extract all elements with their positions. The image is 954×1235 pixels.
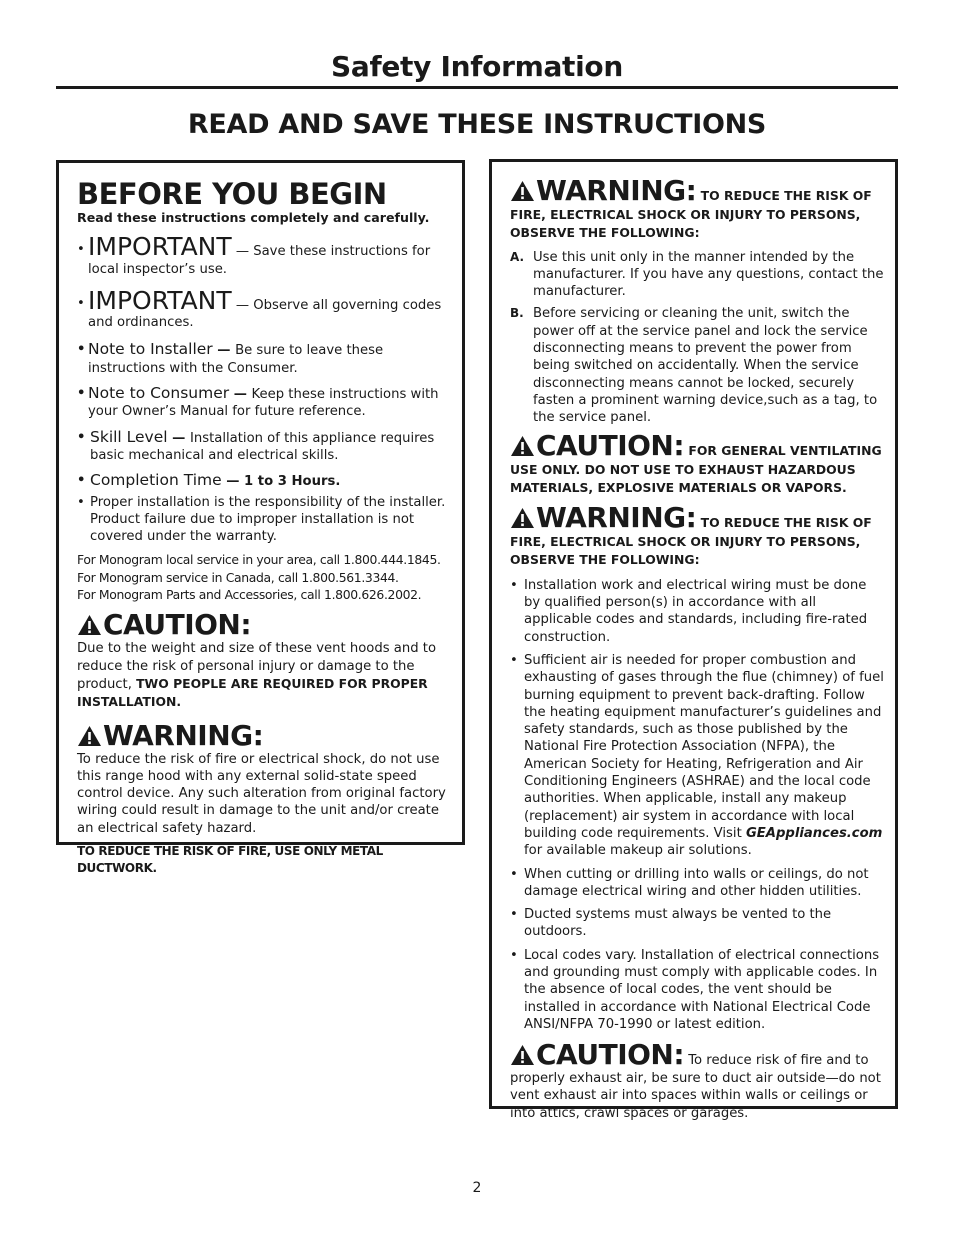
bullet-marker: •: [77, 242, 85, 258]
intro-text: Read these instructions completely and carefully.: [77, 210, 430, 225]
skill-level-text: Installation of this appliance requires basic mechanical and electrical skills.: [90, 430, 435, 463]
bullet-marker: •: [510, 652, 518, 668]
warning-triangle-icon: [510, 507, 535, 529]
caution-text: Due to the weight and size of these vent hoods and to reduce the risk of personal injury or damage to the product,: [77, 641, 437, 692]
warning-triangle-icon: [77, 725, 102, 747]
note-to-consumer-item: [77, 385, 448, 421]
list-item: [510, 577, 885, 646]
caution-label: CAUTION:: [536, 428, 685, 462]
caution-heading: [510, 1038, 684, 1071]
warning-triangle-icon: [510, 1044, 535, 1066]
bullet-marker: •: [77, 386, 86, 402]
note-to-consumer-label: Note to Consumer: [88, 384, 230, 403]
skill-level-item: [77, 429, 448, 465]
warning-heading: [510, 501, 696, 534]
warnings-panel: [489, 159, 898, 1121]
instruction-item-a: [510, 249, 885, 301]
caution-text: To reduce risk of fire and to properly exhaust air, be sure to duct air outside—do not vent exhaust air into spaces within walls or ceilings or into attics, crawl spaces or garages.: [510, 1053, 881, 1121]
proper-installation-text: Proper installation is the responsibility of the installer. Product failure due to improper installation is not covered under the warranty.: [90, 494, 446, 545]
bullet-marker: •: [77, 342, 86, 358]
list-item-text: Ducted systems must always be vented to the outdoors.: [524, 907, 832, 940]
important-text: — Observe all governing codes and ordinances.: [88, 297, 442, 331]
before-you-begin-heading: BEFORE YOU BEGIN: [77, 177, 387, 211]
note-to-installer-item: [77, 341, 448, 377]
bullet-marker: •: [77, 429, 86, 445]
caution-block-2: [510, 1040, 885, 1122]
ge-appliances-link[interactable]: GEAppliances.com: [745, 825, 883, 841]
warning-text: TO REDUCE THE RISK OF FIRE, ELECTRICAL SHOCK OR INJURY TO PERSONS, OBSERVE THE FOLLOWING:: [510, 188, 872, 241]
list-item: [510, 947, 885, 1033]
list-item: [510, 652, 885, 860]
list-item-text: Installation work and electrical wiring must be done by qualified person(s) in accordance with all applicable codes and standards, including fire-rated construction.: [524, 577, 868, 645]
important-label: IMPORTANT: [88, 285, 232, 315]
important-item-2: [77, 285, 448, 332]
warning-heading: [510, 174, 696, 207]
note-to-installer-label: Note to Installer: [88, 340, 213, 359]
bullet-marker: •: [510, 947, 518, 963]
metal-ductwork-notice: TO REDUCE THE RISK OF FIRE, USE ONLY METAL DUCTWORK.: [77, 844, 383, 876]
caution-bold-text: TWO PEOPLE ARE REQUIRED FOR PROPER INSTALLATION.: [77, 675, 428, 710]
warning-text: To reduce the risk of fire or electrical shock, do not use this range hood with any external solid-state speed control device. Any such alteration from original factory wiring could result in damage to the unit and/or create an electrical safety hazard.: [77, 751, 446, 836]
section-subtitle: READ AND SAVE THESE INSTRUCTIONS: [187, 109, 767, 140]
dash: —: [167, 430, 190, 446]
caution-label: CAUTION:: [103, 608, 252, 642]
caution-heading: [77, 610, 448, 640]
important-text: — Save these instructions for local inspector’s use.: [88, 244, 431, 277]
warning-block-2: [510, 503, 885, 570]
contact-local-service: For Monogram local service in your area, call 1.800.444.1845.: [77, 552, 441, 568]
item-label: A.: [510, 249, 525, 264]
warning-label: WARNING:: [536, 501, 697, 535]
important-item-1: [77, 234, 448, 278]
page-title: Safety Information: [330, 50, 624, 83]
caution-block-1: [510, 428, 885, 498]
warning-text: TO REDUCE THE RISK OF FIRE, ELECTRICAL SHOCK OR INJURY TO PERSONS, OBSERVE THE FOLLOWING:: [510, 515, 872, 568]
important-label: IMPORTANT: [88, 232, 232, 262]
bullet-marker: •: [510, 907, 518, 923]
warning-triangle-icon: [510, 435, 535, 457]
dash: —: [212, 343, 236, 359]
note-to-consumer-text: Keep these instructions with your Owner’s Manual for future reference.: [88, 387, 439, 420]
title-divider: [56, 86, 898, 89]
caution-body: [77, 640, 448, 711]
warning-label: WARNING:: [103, 718, 264, 752]
list-item-text: Sufficient air is needed for proper combustion and exhausting of gases through the flue (chimney) of fuel burning equipment to prevent back-drafting. Follow the heating equipment manufacturer’s guidelines and safety standards, such as those published by the National Fire Protection Association (NFPA), the American Society for Heating, Refrigeration and Air Conditioning Engineers (ASHRAE) and the local code authorities. When applicable, install any makeup (replacement) air system in accordance with local building code requirements. Visit: [524, 652, 884, 841]
item-label: B.: [510, 306, 524, 321]
list-item-text: Local codes vary. Installation of electrical connections and grounding must comply with applicable codes. In the absence of local codes, the vent should be installed in accordance with National Electrical Code ANSI/NFPA 70-1990 or latest edition.: [524, 947, 880, 1032]
skill-level-label: Skill Level: [90, 427, 168, 446]
page-number: 2: [472, 1180, 482, 1196]
bullet-marker: •: [77, 494, 85, 510]
caution-heading: [510, 429, 684, 462]
item-text: Use this unit only in the manner intended by the manufacturer. If you have any questions, contact the manufacturer.: [533, 249, 884, 300]
before-you-begin-panel: [56, 160, 465, 876]
list-item-text-tail: for available makeup air solutions.: [524, 843, 752, 859]
warning-triangle-icon: [77, 614, 102, 636]
bullet-marker: •: [77, 473, 86, 489]
bullet-marker: •: [77, 295, 85, 311]
warning-label: WARNING:: [536, 174, 697, 207]
warning-heading: [77, 718, 448, 752]
list-item: [510, 906, 885, 941]
caution-text: FOR GENERAL VENTILATING USE ONLY. DO NOT USE TO EXHAUST HAZARDOUS MATERIALS, EXPLOSIVE MATERIALS OR VAPORS.: [510, 442, 882, 495]
proper-installation-item: [77, 494, 448, 546]
completion-time-label: Completion Time: [90, 471, 222, 490]
warning-block-1: [510, 176, 885, 243]
note-to-installer-text: Be sure to leave these instructions with the Consumer.: [88, 343, 384, 376]
instruction-item-b: [510, 305, 885, 426]
contact-parts: For Monogram Parts and Accessories, call 1.800.626.2002.: [77, 587, 422, 603]
contact-info: [77, 551, 448, 603]
list-item: [510, 866, 885, 901]
warning-triangle-icon: [510, 180, 535, 202]
list-item-text: When cutting or drilling into walls or ceilings, do not damage electrical wiring and other hidden utilities.: [524, 866, 869, 899]
bullet-marker: •: [510, 866, 518, 882]
bullet-marker: •: [510, 577, 518, 593]
completion-time-item: [77, 472, 448, 490]
dash: —: [229, 387, 252, 403]
contact-canada-service: For Monogram service in Canada, call 1.800.561.3344.: [77, 569, 399, 585]
completion-time-value: — 1 to 3 Hours.: [221, 474, 341, 490]
item-text: Before servicing or cleaning the unit, switch the power off at the service panel and lock the service disconnecting means to prevent the power from being switched on accidentally. When the service disconnecting means cannot be locked, securely fasten a prominent warning device,such as a tag, to the service panel.: [533, 306, 878, 426]
caution-label: CAUTION:: [536, 1038, 685, 1072]
